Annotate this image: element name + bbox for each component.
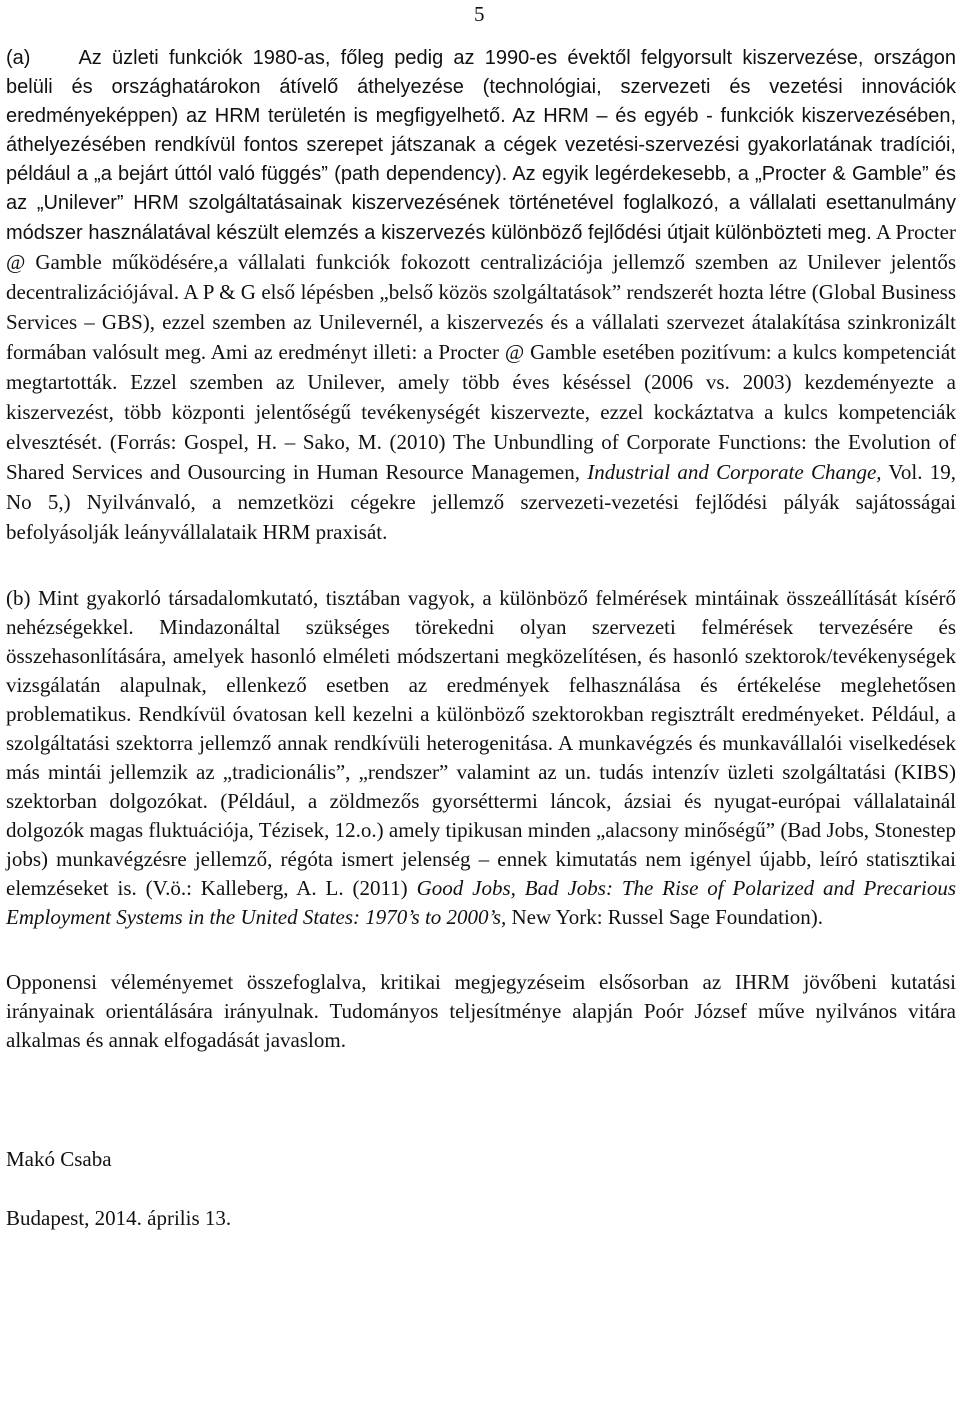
spacer: [6, 548, 956, 584]
paragraph-a-text-end: Vol. 19, No 5,) Nyilvánvaló, a nemzetközi cégekre jellemző szervezeti-vezetési fejlődési pályák sajátosságai befolyásolják leányvállalataik HRM praxisát.: [6, 460, 956, 544]
page-number: 5: [474, 2, 485, 26]
paragraph-a-journal: Industrial and Corporate Change,: [587, 460, 882, 484]
paragraph-a-text-cont: A Procter @ Gamble működésére,a vállalati funkciók fokozott centralizációja jellemző szemben az Unilever jelentős decentralizációjával. A P & G első lépésben „belső közös szolgáltatások” rendszerét hozta létre (Global Business Services – GBS), ezzel szemben az Unilevernél, a kiszervezés és a vállalati szervezet átalakítása szinkronizált formában valósult meg. Ami az eredményt illeti: a Procter @ Gamble esetében pozitívum: a kulcs kompetenciát megtartották. Ezzel szemben az Unilever, amely több éves késéssel (2006 vs. 2003) kezdeményezte a kiszervezést, több központi jelentőségű tevékenységét kiszervezte, ezzel kockáztatva a kulcs kompetenciák elvesztését. (Forrás: Gospel, H. – Sako, M. (2010) The Unbundling of Corporate Functions: the Evolution of Shared Services and Ousourcing in Human Resource Managemen,: [6, 220, 956, 484]
paragraph-c: [6, 968, 956, 1055]
paragraph-b-book-title: Good Jobs, Bad Jobs: The Rise of Polarized and Precarious Employment Systems in the United States: 1970’s to 2000’s,: [6, 876, 956, 929]
paragraph-b: [6, 584, 956, 932]
signature-name: Makó Csaba: [6, 1147, 112, 1171]
paragraph-a: [6, 44, 956, 548]
paragraph-a-label: (a): [6, 47, 31, 69]
paragraph-b-text-end: New York: Russel Sage Foundation).: [506, 905, 824, 929]
document-body: [6, 44, 956, 1233]
paragraph-a-text: Az üzleti funkciók 1980-as, főleg pedig az 1990-es évektől felgyorsult kiszervezése, országon belüli és országhatárokon átívelő áthelyezése (technológiai, szervezeti és vezetési innovációk eredményeképpen) az HRM területén is megfigyelhető. Az HRM – és egyéb - funkciók kiszervezésében, áthelyezésében rendkívül fontos szerepet játszanak a cégek vezetési-szervezési gyakorlatának tradíciói, például a „a bejárt úttól való függés” (path dependency). Az egyik legérdekesebb, a „Procter & Gamble” és az „Unilever” HRM szolgáltatásainak kiszervezésének történetével foglalkozó, a vállalati esettanulmány módszer használatával készült elemzés a kiszervezés különböző fejlődési útjait különbözteti meg.: [6, 47, 956, 244]
signature-place-date: Budapest, 2014. április 13.: [6, 1206, 232, 1230]
paragraph-c-text: Opponensi véleményemet összefoglalva, kritikai megjegyzéseim elsősorban az IHRM jövőbeni kutatási irányainak orientálására irányulnak. Tudományos teljesítménye alapján Poór József műve nyilvános vitára alkalmas és annak elfogadását javaslom.: [6, 970, 956, 1052]
paragraph-b-text: (b) Mint gyakorló társadalomkutató, tisztában vagyok, a különböző felmérések mintáinak összeállítását kísérő nehézségekkel. Mindazonáltal szükséges törekedni olyan szervezeti felmérések tervezésére és összehasonlítására, amelyek hasonló elméleti módszertani megközelítésen, és hasonló szektorok/tevékenységek vizsgálatán alapulnak, ellenkező esetben az eredmények felhasználása és értékelése meglehetősen problematikus. Rendkívül óvatosan kell kezelni a különböző szektorokban regisztrált eredményeket. Például, a szolgáltatási szektorra jellemző annak rendkívüli heterogenitása. A munkavégzés és munkavállalói viselkedések más mintái jellemzik az „tradicionális”, „rendszer” valamint az un. tudás intenzív üzleti szolgáltatási (KIBS) szektorban dolgozókat. (Például, a zöldmezős gyorséttermi láncok, ázsiai és nyugat-európai vállalatainál dolgozók magas fluktuációja, Tézisek, 12.o.) amely tipikusan minden „alacsony minőségű” (Bad Jobs, Stonestep jobs) munkavégzésre jellemző, régóta ismert jelenség – ennek kimutatás nem igényel újabb, leíró statisztikai elemzéseket is. (V.ö.: Kalleberg, A. L. (2011): [6, 586, 956, 900]
spacer: [6, 932, 956, 968]
spacer: [6, 1055, 956, 1145]
spacer: [6, 1174, 956, 1204]
